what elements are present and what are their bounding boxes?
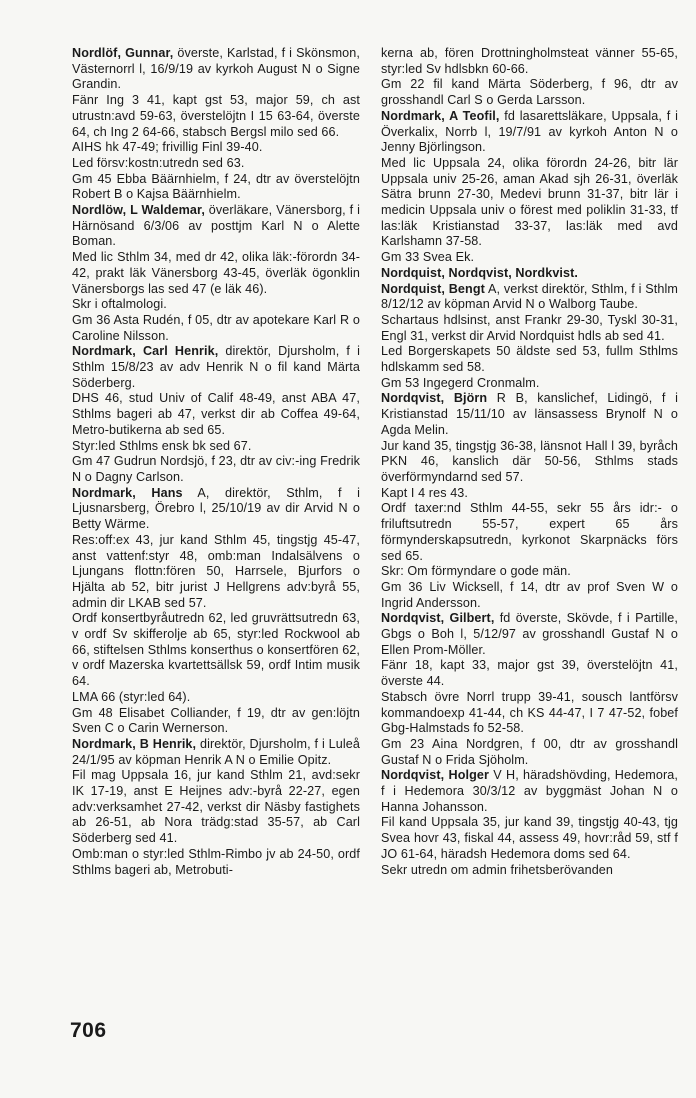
entry-text: Med lic Sthlm 34, med dr 42, olika läk:-förordn 34-42, prakt läk Vänersborg 43-45, överläk ögonklin Vänersborgs las sed 47 (e läk 46). — [72, 250, 360, 296]
person-name: Nordlöw, L Waldemar, — [72, 203, 205, 218]
entry-paragraph — [72, 533, 360, 612]
entry-text: Gm 33 Svea Ek. — [381, 250, 475, 265]
entry-text: A, direktör, Sthlm, f i Ljusnarsberg, Örebro l, 25/10/19 av dir Arvid N o Betty Wärme. — [72, 485, 360, 532]
entry-paragraph — [381, 501, 678, 564]
entry-text: Gm 22 fil kand Märta Söderberg, f 96, dtr av grosshandl Carl S o Gerda Larsson. — [381, 77, 678, 108]
entry-text: Schartaus hdlsinst, anst Frankr 29-30, Tyskl 30-31, Engl 31, verkst dir Arvid Nordquist hdls ab sed 41. — [381, 312, 678, 343]
entry-paragraph — [72, 439, 360, 455]
entry-text: Skr: Om förmyndare o gode män. — [381, 564, 571, 579]
left-column — [72, 46, 360, 878]
entry-text: Gm 45 Ebba Bäärnhielm, f 24, dtr av överstelöjtn Robert B o Kajsa Bäärnhielm. — [72, 171, 360, 202]
person-name: Nordqvist, Gilbert, — [381, 611, 495, 626]
entry-paragraph — [72, 690, 360, 706]
entry-paragraph — [381, 690, 678, 737]
entry-paragraph — [72, 297, 360, 313]
entry-text: Sekr utredn om admin frihetsberövanden — [381, 862, 614, 877]
entry-text: Gm 53 Ingegerd Cronmalm. — [381, 375, 540, 390]
entry-paragraph — [72, 250, 360, 297]
biography-entry — [381, 611, 678, 658]
entry-paragraph — [72, 768, 360, 847]
entry-text: DHS 46, stud Univ of Calif 48-49, anst ABA 47, Sthlms bageri ab 47, verkst dir ab Coffea 49-64, Metro-butikerna ab sed 65. — [72, 391, 360, 437]
person-name: Nordlöf, Gunnar, — [72, 46, 174, 60]
entry-text: Stabsch övre Norrl trupp 39-41, sousch lantförsv kommandoexp 41-44, ch KS 44-47, I 7 47-52, fobef Gbg-Halmstads fo 52-58. — [381, 689, 678, 736]
entry-text: Skr i oftalmologi. — [72, 297, 167, 312]
entry-text: direktör, Djursholm, f i Luleå 24/1/95 av köpman Henrik A N o Emilie Opitz. — [72, 736, 360, 767]
entry-text: V H, häradshövding, Hedemora, f i Hedemora 30/3/12 av byggmäst Johan N o Hanna Johansson. — [381, 768, 678, 814]
entry-paragraph — [381, 737, 678, 768]
biography-entry — [381, 391, 678, 438]
entry-paragraph — [381, 376, 678, 392]
biography-entry — [381, 109, 678, 156]
person-name: Nordqvist, Holger — [381, 768, 490, 783]
person-name: Nordquist, Nordqvist, Nordkvist. — [381, 265, 579, 280]
entry-paragraph — [72, 172, 360, 203]
biography-entry — [72, 203, 360, 250]
biography-entry — [72, 344, 360, 391]
person-name: Nordmark, A Teofil, — [381, 108, 500, 123]
entry-text: fd lasarettsläkare, Uppsala, f i Överkalix, Norrb l, 19/7/91 av kyrkoh Anton N o Jenny Björlingson. — [381, 108, 678, 155]
entry-text: Ordf konsertbyråutredn 62, led gruvrättsutredn 63, v ordf Sv skifferolje ab 65, styr:led Rockwool ab 66, stiftelsen Sthlms konserthus o konsertfören 62, v ordf Mazerska kvartettsällsk 59, ordf Intim musik 64. — [72, 611, 360, 689]
entry-paragraph — [381, 564, 678, 580]
entry-text: Fil kand Uppsala 35, jur kand 39, tingstjg 40-43, tjg Svea hovr 43, fiskal 44, assess 49, hovr:råd 59, stf f JO 61-64, häradsh Hedemora doms sed 64. — [381, 815, 678, 861]
person-name: Nordmark, Carl Henrik, — [72, 344, 219, 359]
biography-entry — [72, 737, 360, 768]
entry-paragraph — [72, 847, 360, 878]
entry-paragraph — [381, 250, 678, 266]
entry-paragraph — [381, 313, 678, 344]
entry-text: Ordf taxer:nd Sthlm 44-55, sekr 55 års idr:- o friluftsutredn 55-57, expert 65 års förmynderskapsutredn, kyrkonot Skarpnäcks förs sed 65. — [381, 501, 678, 563]
entry-text: överläkare, Vänersborg, f i Härnösand 6/3/06 av posttjm Karl N o Alette Boman. — [72, 203, 361, 249]
entry-paragraph — [381, 658, 678, 689]
entry-paragraph — [381, 46, 678, 77]
person-name: Nordmark, B Henrik, — [72, 736, 197, 751]
entry-paragraph — [381, 77, 678, 108]
entry-text: Gm 23 Aina Nordgren, f 00, dtr av grosshandl Gustaf N o Frida Sjöholm. — [381, 736, 678, 767]
entry-paragraph — [381, 815, 678, 862]
entry-text: Gm 47 Gudrun Nordsjö, f 23, dtr av civ:-ing Fredrik N o Dagny Carlson. — [72, 454, 360, 484]
entry-text: A, verkst direktör, Sthlm, f i Sthlm 8/12/12 av köpman Arvid N o Walborg Taube. — [381, 281, 678, 312]
entry-paragraph — [72, 391, 360, 438]
entry-text: LMA 66 (styr:led 64). — [72, 689, 191, 704]
entry-text: Fil mag Uppsala 16, jur kand Sthlm 21, avd:sekr IK 17-19, anst E Heijnes adv:-byrå 22-27, egen adv:verksamhet 27-42, verkst dir Näsby fastighets ab 26-51, ab Nora trädg:stad 35-57, ab Carl Söderberg sed 41. — [72, 768, 360, 846]
entry-text: Gm 48 Elisabet Colliander, f 19, dtr av gen:löjtn Sven C o Carin Wernerson. — [72, 705, 360, 736]
biography-entry — [381, 266, 678, 282]
entry-paragraph — [381, 156, 678, 250]
entry-text: direktör, Djursholm, f i Sthlm 15/8/23 av adv Henrik N o fil kand Märta Söderberg. — [72, 344, 360, 390]
entry-text: Gm 36 Asta Rudén, f 05, dtr av apotekare Karl R o Caroline Nilsson. — [72, 312, 360, 343]
biography-entry — [381, 282, 678, 313]
entry-paragraph — [381, 580, 678, 611]
person-name: Nordquist, Bengt — [381, 281, 485, 296]
entry-paragraph — [72, 156, 360, 172]
entry-text: Led Borgerskapets 50 äldste sed 53, fullm Sthlms hdlskamm sed 58. — [381, 344, 678, 375]
entry-text: AIHS hk 47-49; frivillig Finl 39-40. — [72, 140, 263, 155]
entry-text: Omb:man o styr:led Sthlm-Rimbo jv ab 24-50, ordf Sthlms bageri ab, Metrobuti- — [72, 846, 360, 877]
biography-entry — [72, 46, 360, 93]
entry-paragraph — [72, 93, 360, 140]
biography-entry — [381, 768, 678, 815]
entry-text: Fänr 18, kapt 33, major gst 39, överstelöjtn 41, överste 44. — [381, 658, 678, 689]
page-number: 706 — [70, 1019, 107, 1042]
entry-paragraph — [381, 486, 678, 502]
entry-paragraph — [72, 140, 360, 156]
entry-text: Res:off:ex 43, jur kand Sthlm 45, tingstjg 45-47, anst vattenf:styr 48, omb:man Indalsälvens o Ljungans flottn:fören 50, Harrsele, Bjurfors o Hjälta ab 52, bitr jurist J Hellgrens adv:byrå 55, admin dir LKAB sed 57. — [72, 532, 360, 610]
entry-text: Med lic Uppsala 24, olika förordn 24-26, bitr lär Uppsala univ 25-26, aman Akad sjh 26-31, överläk Sätra brunn 27-30, Medevi brunn 31-37, bitr lär i medicin Uppsala univ o förest med poliklin 31-33, tf las:läk Kristianstad 33-37, las:läk med avd Karlshamn 37-58. — [381, 155, 678, 249]
entry-text: Led försv:kostn:utredn sed 63. — [72, 155, 245, 170]
entry-text: Styr:led Sthlms ensk bk sed 67. — [72, 438, 252, 453]
entry-text: Fänr Ing 3 41, kapt gst 53, major 59, ch ast utrustn:avd 59-63, överstelöjtn I 15 63-64, överste 64, ch Ing 2 64-66, stabsch Bergsl milo sed 66. — [72, 93, 360, 139]
entry-paragraph — [72, 313, 360, 344]
entry-text: Jur kand 35, tingstjg 36-38, länsnot Hall l 39, byråch PKN 46, kanslich där 50-56, Sthlms stads överförmyndarnd sed 57. — [381, 438, 678, 484]
entry-text: R B, kanslichef, Lidingö, f i Kristianstad 15/11/10 av länsassess Brynolf N o Agda Melin. — [381, 391, 678, 437]
person-name: Nordmark, Hans — [72, 485, 183, 500]
entry-text: kerna ab, fören Drottningholmsteat vänner 55-65, styr:led Sv hdlsbkn 60-66. — [381, 46, 678, 76]
entry-paragraph — [381, 439, 678, 486]
entry-text: Gm 36 Liv Wicksell, f 14, dtr av prof Sven W o Ingrid Andersson. — [381, 579, 678, 610]
biography-entry — [72, 486, 360, 533]
entry-paragraph — [381, 344, 678, 375]
entry-paragraph — [381, 863, 678, 879]
right-column — [381, 46, 678, 878]
entry-text: fd överste, Skövde, f i Partille, Gbgs o Boh l, 5/12/97 av grosshandl Gustaf N o Ellen Prom-Möller. — [381, 611, 678, 657]
person-name: Nordqvist, Björn — [381, 391, 488, 406]
entry-paragraph — [72, 611, 360, 690]
entry-paragraph — [72, 454, 360, 485]
entry-text: Kapt I 4 res 43. — [381, 485, 469, 500]
entry-text: överste, Karlstad, f i Skönsmon, Västernorrl l, 16/9/19 av kyrkoh August N o Signe Grandin. — [72, 46, 360, 92]
entry-paragraph — [72, 706, 360, 737]
